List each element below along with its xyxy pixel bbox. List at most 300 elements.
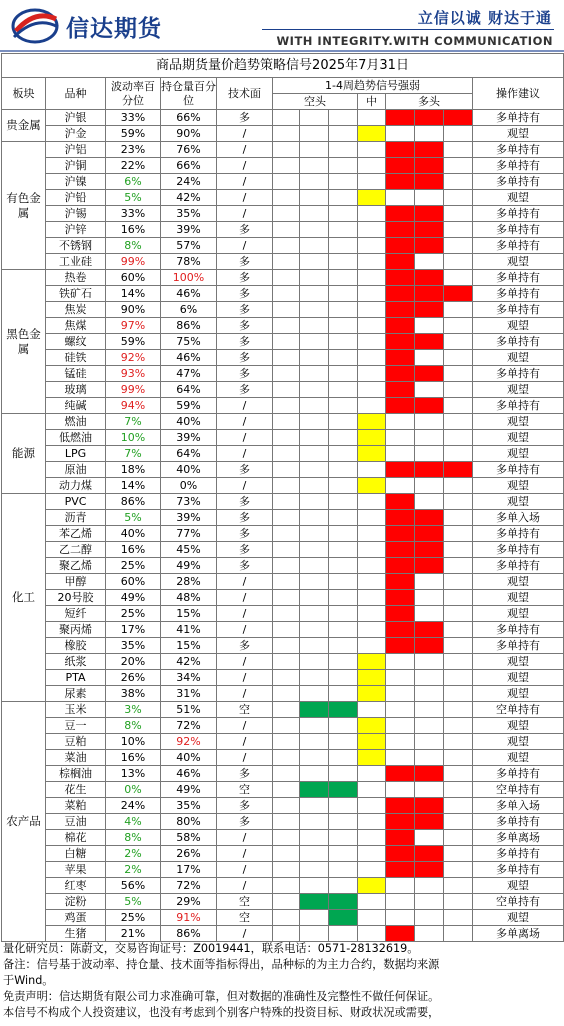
technical-value: 多 [217,302,273,318]
signal-cell [415,814,444,830]
advice-value: 多单持有 [473,334,564,350]
signal-cell [329,798,358,814]
variety-name: 甲醇 [46,574,106,590]
advice-value: 多单持有 [473,814,564,830]
header-technical: 技术面 [217,78,273,110]
signal-cell [300,414,329,430]
signal-cell [273,590,300,606]
signal-cell [273,398,300,414]
technical-value: 空 [217,702,273,718]
oi-value: 26% [161,846,217,862]
signal-cell [415,414,444,430]
technical-value: / [217,686,273,702]
oi-value: 6% [161,302,217,318]
variety-name: 沪金 [46,126,106,142]
volatility-value: 8% [106,830,161,846]
signal-cell [444,878,473,894]
signal-cell [358,318,386,334]
technical-value: / [217,750,273,766]
technical-value: / [217,574,273,590]
signal-cell [386,654,415,670]
slogan-cn: 立信以诚 财达于通 [417,9,552,27]
signal-cell [329,142,358,158]
technical-value: 多 [217,510,273,526]
table-row [2,238,564,254]
table-row [2,382,564,398]
oi-value: 64% [161,382,217,398]
volatility-value: 5% [106,190,161,206]
signal-cell [386,638,415,654]
volatility-value: 20% [106,654,161,670]
table-row [2,766,564,782]
signal-cell [415,318,444,334]
technical-value: 多 [217,110,273,126]
signal-cell [329,382,358,398]
table-row [2,142,564,158]
variety-name: 沪锡 [46,206,106,222]
table-row [2,190,564,206]
variety-name: 沥青 [46,510,106,526]
table-row [2,302,564,318]
variety-name: 白糖 [46,846,106,862]
variety-name: 淀粉 [46,894,106,910]
signal-cell [273,718,300,734]
table-row [2,590,564,606]
technical-value: 多 [217,542,273,558]
signal-cell [273,654,300,670]
oi-value: 17% [161,862,217,878]
signal-cell [358,878,386,894]
oi-value: 40% [161,462,217,478]
variety-name: 纯碱 [46,398,106,414]
signal-cell [300,670,329,686]
signal-cell [273,798,300,814]
signal-cell [358,862,386,878]
oi-value: 48% [161,590,217,606]
signal-cell [415,238,444,254]
table-row [2,334,564,350]
signal-cell [300,654,329,670]
header-signal: 1-4周趋势信号强弱 [273,78,473,94]
advice-value: 多单持有 [473,846,564,862]
signal-cell [273,110,300,126]
signal-cell [358,382,386,398]
slogan-en: WITH INTEGRITY.WITH COMMUNICATION [276,34,553,48]
signal-cell [273,190,300,206]
signal-cell [273,510,300,526]
signal-cell [444,558,473,574]
technical-value: / [217,478,273,494]
signal-cell [358,718,386,734]
signal-cell [444,158,473,174]
signal-cell [273,270,300,286]
signal-cell [300,686,329,702]
signal-cell [386,286,415,302]
variety-name: 热卷 [46,270,106,286]
footer [0,941,564,1021]
signal-cell [444,302,473,318]
oi-value: 58% [161,830,217,846]
table-row [2,430,564,446]
signal-cell [329,430,358,446]
signal-cell [444,638,473,654]
oi-value: 31% [161,686,217,702]
signal-cell [415,798,444,814]
variety-name: 玉米 [46,702,106,718]
volatility-value: 49% [106,590,161,606]
signal-cell [329,606,358,622]
signal-cell [273,734,300,750]
advice-value: 观望 [473,718,564,734]
technical-value: 多 [217,494,273,510]
volatility-value: 33% [106,206,161,222]
signal-cell [329,878,358,894]
sector-name: 农产品 [2,702,46,942]
table-row [2,814,564,830]
signal-cell [329,158,358,174]
oi-value: 28% [161,574,217,590]
oi-value: 51% [161,702,217,718]
signal-cell [415,846,444,862]
advice-value: 多单持有 [473,542,564,558]
signal-cell [444,862,473,878]
signal-cell [273,142,300,158]
signal-cell [358,126,386,142]
signal-cell [329,654,358,670]
signal-cell [329,670,358,686]
signal-cell [273,702,300,718]
signal-cell [386,846,415,862]
signal-cell [300,398,329,414]
advice-value: 观望 [473,414,564,430]
signal-cell [329,846,358,862]
signal-cell [300,382,329,398]
table-row [2,206,564,222]
signal-cell [329,926,358,942]
signal-cell [273,366,300,382]
signal-cell [444,494,473,510]
signal-cell [386,718,415,734]
technical-value: 多 [217,222,273,238]
signal-cell [386,430,415,446]
variety-name: 沪铝 [46,142,106,158]
signal-cell [444,366,473,382]
signal-cell [329,286,358,302]
oi-value: 75% [161,334,217,350]
signal-cell [358,910,386,926]
signal-cell [386,526,415,542]
signal-cell [415,590,444,606]
advice-value: 观望 [473,190,564,206]
signal-cell [444,414,473,430]
technical-value: 空 [217,894,273,910]
signal-cell [300,590,329,606]
oi-value: 91% [161,910,217,926]
advice-value: 观望 [473,590,564,606]
signal-cell [300,638,329,654]
signal-cell [386,446,415,462]
table-row [2,510,564,526]
signal-cell [329,350,358,366]
signal-cell [415,606,444,622]
volatility-value: 8% [106,238,161,254]
volatility-value: 35% [106,638,161,654]
signal-cell [415,574,444,590]
signal-cell [358,622,386,638]
variety-name: 聚乙烯 [46,558,106,574]
variety-name: 纸浆 [46,654,106,670]
variety-name: 沪铜 [46,158,106,174]
signal-cell [444,126,473,142]
signal-cell [444,670,473,686]
oi-value: 41% [161,622,217,638]
advice-value: 观望 [473,654,564,670]
signal-cell [329,638,358,654]
signal-cell [300,830,329,846]
signal-cell [329,510,358,526]
volatility-value: 4% [106,814,161,830]
volatility-value: 26% [106,670,161,686]
advice-value: 多单持有 [473,558,564,574]
signal-cell [358,222,386,238]
signal-cell [444,398,473,414]
signal-cell [273,830,300,846]
table-row [2,910,564,926]
signal-cell [415,878,444,894]
signal-cell [386,190,415,206]
technical-value: / [217,878,273,894]
signal-cell [300,446,329,462]
variety-name: 工业硅 [46,254,106,270]
volatility-value: 40% [106,526,161,542]
volatility-value: 8% [106,718,161,734]
signal-cell [386,142,415,158]
oi-value: 49% [161,558,217,574]
signal-cell [444,686,473,702]
signal-cell [273,126,300,142]
variety-name: 焦煤 [46,318,106,334]
signal-cell [358,190,386,206]
table-row [2,222,564,238]
signal-cell [273,766,300,782]
variety-name: 20号胶 [46,590,106,606]
signal-cell [386,622,415,638]
technical-value: / [217,622,273,638]
signal-cell [300,558,329,574]
variety-name: PTA [46,670,106,686]
technical-value: 多 [217,366,273,382]
signal-cell [358,574,386,590]
technical-value: / [217,446,273,462]
signal-cell [444,222,473,238]
signal-cell [415,286,444,302]
advice-value: 观望 [473,430,564,446]
signal-cell [386,590,415,606]
volatility-value: 18% [106,462,161,478]
oi-value: 76% [161,142,217,158]
footer-disclaimer: 免责声明：信达期货有限公司力求准确可靠，但对数据的准确性及完整性不做任何保证。 [3,990,440,1003]
signal-cell [273,222,300,238]
signal-cell [273,846,300,862]
signal-cell [444,478,473,494]
table-row [2,846,564,862]
signal-cell [415,782,444,798]
technical-value: / [217,590,273,606]
signal-cell [358,286,386,302]
signal-cell [444,462,473,478]
table-row [2,542,564,558]
oi-value: 86% [161,926,217,942]
signal-cell [444,382,473,398]
signal-cell [273,286,300,302]
signal-cell [415,174,444,190]
volatility-value: 25% [106,910,161,926]
signal-cell [273,206,300,222]
signal-cell [273,670,300,686]
signal-cell [329,526,358,542]
signal-cell [415,526,444,542]
header-divider [0,50,564,52]
oi-value: 86% [161,318,217,334]
signal-cell [386,542,415,558]
signal-cell [358,350,386,366]
signal-cell [300,366,329,382]
variety-name: 低燃油 [46,430,106,446]
signal-cell [329,574,358,590]
signal-cell [329,782,358,798]
signal-cell [415,382,444,398]
variety-name: 聚丙烯 [46,622,106,638]
signal-cell [415,142,444,158]
signal-cell [415,430,444,446]
table-row [2,270,564,286]
signal-cell [273,302,300,318]
volatility-value: 90% [106,302,161,318]
signal-cell [415,366,444,382]
variety-name: 橡胶 [46,638,106,654]
signal-cell [329,590,358,606]
table-row [2,830,564,846]
technical-value: / [217,414,273,430]
signal-cell [329,414,358,430]
signal-cell [444,270,473,286]
signal-cell [386,238,415,254]
variety-name: 苯乙烯 [46,526,106,542]
signal-cell [415,510,444,526]
signal-cell [415,734,444,750]
signal-cell [415,558,444,574]
technical-value: / [217,238,273,254]
table-row [2,718,564,734]
signal-cell [386,270,415,286]
oi-value: 47% [161,366,217,382]
volatility-value: 13% [106,766,161,782]
table-row [2,366,564,382]
advice-value: 空单持有 [473,782,564,798]
signal-cell [444,750,473,766]
header-advice: 操作建议 [473,78,564,110]
signal-cell [273,446,300,462]
volatility-value: 60% [106,574,161,590]
technical-value: 多 [217,350,273,366]
signal-cell [329,686,358,702]
signal-cell [300,350,329,366]
signal-cell [358,798,386,814]
volatility-value: 22% [106,158,161,174]
header-open-interest: 持仓量百分位 [161,78,217,110]
signal-cell [386,878,415,894]
signal-cell [444,542,473,558]
table-row [2,622,564,638]
volatility-value: 86% [106,494,161,510]
signal-cell [329,398,358,414]
signal-cell [386,174,415,190]
table-row [2,526,564,542]
signal-cell [444,286,473,302]
table-row [2,638,564,654]
variety-name: 铁矿石 [46,286,106,302]
oi-value: 92% [161,734,217,750]
table-row [2,654,564,670]
signal-cell [358,702,386,718]
signal-cell [358,542,386,558]
signal-cell [415,686,444,702]
variety-name: 硅铁 [46,350,106,366]
oi-value: 40% [161,750,217,766]
signal-cell [358,734,386,750]
signal-cell [415,910,444,926]
signal-cell [273,606,300,622]
signal-cell [444,702,473,718]
oi-value: 39% [161,510,217,526]
signal-cell [444,430,473,446]
signal-cell [358,366,386,382]
table-row [2,798,564,814]
variety-name: LPG [46,446,106,462]
advice-value: 观望 [473,446,564,462]
advice-value: 观望 [473,126,564,142]
signal-cell [329,478,358,494]
signal-cell [273,318,300,334]
volatility-value: 14% [106,478,161,494]
volatility-value: 25% [106,558,161,574]
signal-cell [300,718,329,734]
variety-name: 尿素 [46,686,106,702]
signal-cell [444,238,473,254]
table-row [2,782,564,798]
volatility-value: 3% [106,702,161,718]
signal-cell [386,782,415,798]
signal-cell [300,318,329,334]
advice-value: 多单持有 [473,238,564,254]
signal-cell [273,878,300,894]
volatility-value: 99% [106,254,161,270]
signal-cell [444,526,473,542]
advice-value: 观望 [473,750,564,766]
signal-cell [273,638,300,654]
signal-cell [358,110,386,126]
signal-cell [329,318,358,334]
signal-cell [300,878,329,894]
volatility-value: 93% [106,366,161,382]
signal-cell [358,782,386,798]
signal-cell [329,542,358,558]
signal-cell [329,830,358,846]
signal-cell [386,686,415,702]
signal-cell [329,126,358,142]
signal-cell [329,750,358,766]
signal-cell [415,830,444,846]
